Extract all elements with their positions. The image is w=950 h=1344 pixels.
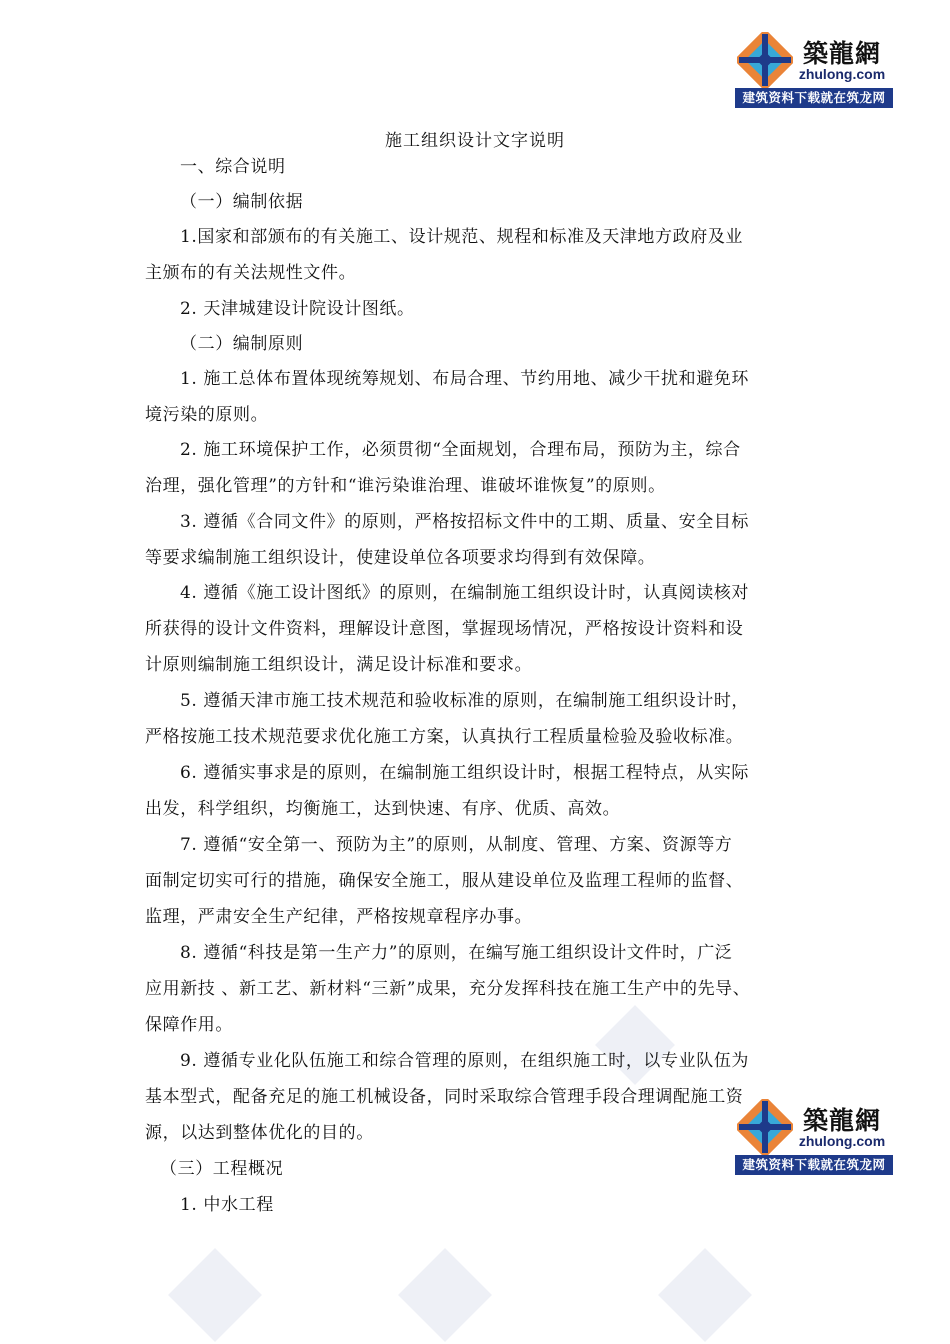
paragraph-line: 1. 施工总体布置体现统筹规划、布局合理、节约用地、减少干扰和避免环 <box>180 369 750 389</box>
watermark-icon <box>160 1240 270 1344</box>
paragraph-line: 应用新技 、新工艺、新材料“三新”成果，充分发挥科技在施工生产中的先导、 <box>145 979 751 999</box>
paragraph-line: 1.国家和部颁布的有关施工、设计规范、规程和标准及天津地方政府及业 <box>180 227 744 247</box>
paragraph-line: 8. 遵循“科技是第一生产力”的原则，在编写施工组织设计文件时，广泛 <box>180 943 733 963</box>
subsection-heading: （三）工程概况 <box>160 1159 284 1179</box>
watermark-icon <box>390 1240 500 1344</box>
logo-brand-name: 築龍網 <box>802 39 881 68</box>
paragraph-line: 4. 遵循《施工设计图纸》的原则，在编制施工组织设计时，认真阅读核对 <box>180 583 750 603</box>
paragraph-line: 6. 遵循实事求是的原则，在编制施工组织设计时，根据工程特点，从实际 <box>180 763 750 783</box>
paragraph-line: 9. 遵循专业化队伍施工和综合管理的原则，在组织施工时，以专业队伍为 <box>180 1051 750 1071</box>
paragraph-line: 计原则编制施工组织设计，满足设计标准和要求。 <box>145 655 533 675</box>
paragraph-line: 7. 遵循“安全第一、预防为主”的原则，从制度、管理、方案、资源等方 <box>180 835 733 855</box>
paragraph-line: 严格按施工技术规范要求优化施工方案，认真执行工程质量检验及验收标准。 <box>145 727 744 747</box>
paragraph-line: 面制定切实可行的措施，确保安全施工，服从建设单位及监理工程师的监督、 <box>145 871 744 891</box>
paragraph-line: 等要求编制施工组织设计，使建设单位各项要求均得到有效保障。 <box>145 548 656 568</box>
watermark-icon <box>590 1000 680 1090</box>
paragraph-line: 3. 遵循《合同文件》的原则，严格按招标文件中的工期、质量、安全目标 <box>180 512 750 532</box>
logo-brand-domain: zhulong.com <box>798 1133 886 1149</box>
paragraph-line: 1. 中水工程 <box>180 1195 274 1215</box>
paragraph-line: 2. 施工环境保护工作，必须贯彻“全面规划，合理布局，预防为主，综合 <box>180 440 741 460</box>
paragraph-line: 2. 天津城建设计院设计图纸。 <box>180 299 415 319</box>
watermark-icon <box>650 1240 760 1344</box>
snowflake-logo-icon <box>737 32 793 88</box>
paragraph-line: 保障作用。 <box>145 1015 233 1035</box>
logo-brand-name: 築龍網 <box>802 1106 881 1135</box>
paragraph-line: 所获得的设计文件资料，理解设计意图，掌握现场情况，严格按设计资料和设 <box>145 619 744 639</box>
paragraph-line: 5. 遵循天津市施工技术规范和验收标准的原则，在编制施工组织设计时， <box>180 691 750 711</box>
section-heading: 一、综合说明 <box>180 157 286 177</box>
paragraph-line: 主颁布的有关法规性文件。 <box>145 263 357 283</box>
paragraph-line: 基本型式，配备充足的施工机械设备，同时采取综合管理手段合理调配施工资 <box>145 1087 744 1107</box>
zhulong-logo <box>735 1097 893 1175</box>
logo-brand-domain: zhulong.com <box>798 66 886 82</box>
logo-tagline: 建筑资料下载就在筑龙网 <box>735 1155 893 1175</box>
paragraph-line: 境污染的原则。 <box>145 405 269 425</box>
document-title: 施工组织设计文字说明 <box>385 131 565 151</box>
paragraph-line: 出发，科学组织，均衡施工，达到快速、有序、优质、高效。 <box>145 799 621 819</box>
paragraph-line: 监理，严肃安全生产纪律，严格按规章程序办事。 <box>145 907 533 927</box>
subsection-heading: （二）编制原则 <box>180 334 304 354</box>
logo-tagline: 建筑资料下载就在筑龙网 <box>735 88 893 108</box>
paragraph-line: 源，以达到整体优化的目的。 <box>145 1123 374 1143</box>
zhulong-logo <box>735 30 893 108</box>
snowflake-logo-icon <box>737 1099 793 1155</box>
subsection-heading: （一）编制依据 <box>180 192 304 212</box>
paragraph-line: 治理，强化管理”的方针和“谁污染谁治理、谁破坏谁恢复”的原则。 <box>145 476 666 496</box>
